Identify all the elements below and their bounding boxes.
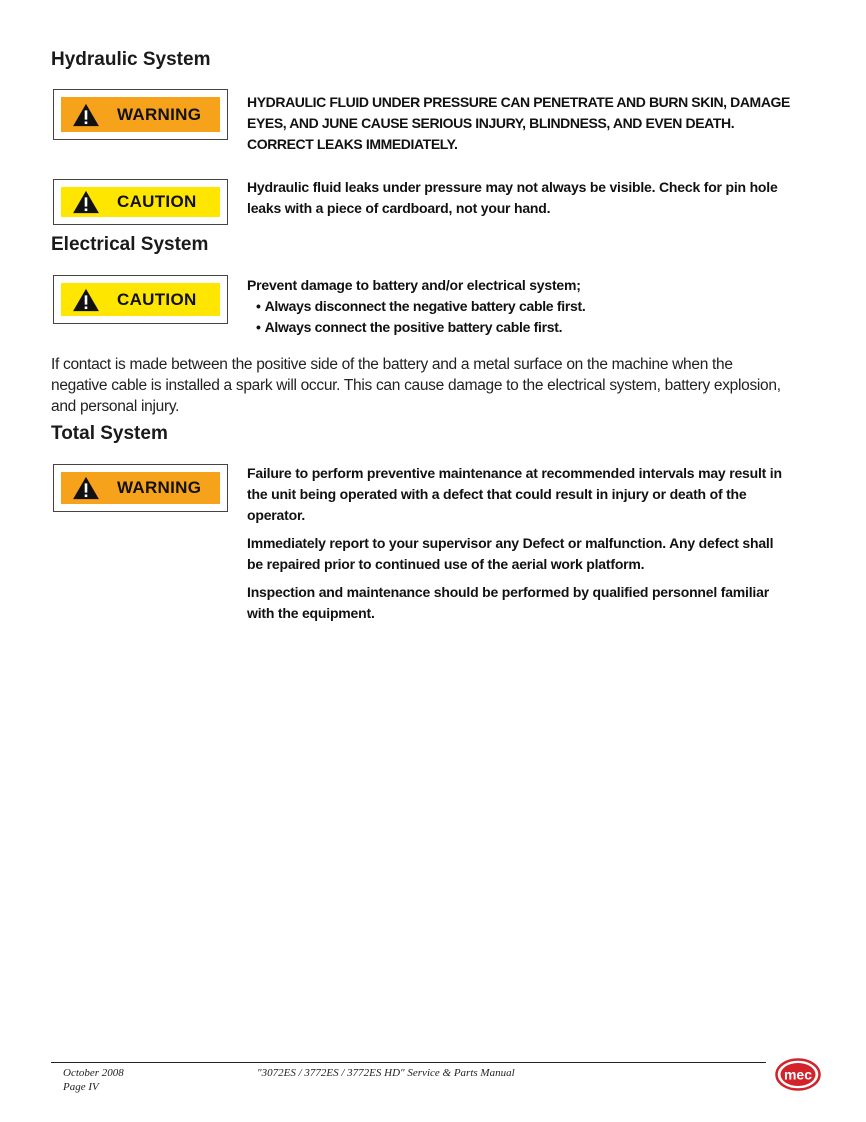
- alert-triangle-icon: [71, 476, 101, 500]
- alert-triangle-icon: [71, 103, 101, 127]
- warning-sign: [53, 464, 228, 512]
- footer-divider: [51, 1062, 766, 1063]
- alert-triangle-icon: [71, 288, 101, 312]
- electrical-caution-intro: Prevent damage to battery and/or electrical system;: [247, 277, 581, 293]
- hydraulic-caution-text: Hydraulic fluid leaks under pressure may not always be visible. Check for pin hole leaks with a piece of cardboard, not your hand.: [247, 179, 778, 216]
- total-paragraph-3: Inspection and maintenance should be performed by qualified personnel familiar with the equipment.: [247, 584, 769, 621]
- footer-page-number: Page IV: [63, 1081, 99, 1093]
- caution-label: CAUTION: [117, 289, 197, 309]
- warning-label: WARNING: [117, 104, 202, 124]
- section-title-hydraulic: Hydraulic System: [51, 49, 211, 70]
- section-title-total: Total System: [51, 423, 168, 444]
- caution-sign: [53, 275, 228, 324]
- hydraulic-warning-text: HYDRAULIC FLUID UNDER PRESSURE CAN PENETRATE AND BURN SKIN, DAMAGE EYES, AND JUNE CAUSE SERIOUS INJURY, BLINDNESS, AND EVEN DEATH. CORRECT LEAKS IMMEDIATELY.: [247, 94, 790, 152]
- total-paragraph-2: Immediately report to your supervisor any Defect or malfunction. Any defect shall be repaired prior to continued use of the aerial work platform.: [247, 535, 774, 572]
- section-title-electrical: Electrical System: [51, 234, 209, 255]
- electrical-bullet-list: [247, 296, 792, 338]
- footer-date: October 2008: [63, 1067, 124, 1079]
- electrical-paragraph: If contact is made between the positive side of the battery and a metal surface on the machine when the negative cable is installed a spark will occur. This can cause damage to the electrical system, battery explosion, and personal injury.: [51, 356, 781, 415]
- caution-label: CAUTION: [117, 192, 197, 211]
- warning-label: WARNING: [117, 478, 202, 497]
- mec-logo-text: mec: [783, 1066, 813, 1083]
- mec-logo: [775, 1058, 821, 1091]
- list-item: • Always disconnect the negative battery cable first.: [247, 296, 792, 317]
- alert-triangle-icon: [71, 190, 101, 214]
- list-item: • Always connect the positive battery cable first.: [247, 317, 792, 338]
- warning-sign: [53, 89, 228, 140]
- total-paragraph-1: Failure to perform preventive maintenance at recommended intervals may result in the unit being operated with a defect that could result in injury or death of the operator.: [247, 465, 782, 523]
- footer-manual-title: "3072ES / 3772ES / 3772ES HD" Service & Parts Manual: [257, 1067, 515, 1079]
- caution-sign: [53, 179, 228, 225]
